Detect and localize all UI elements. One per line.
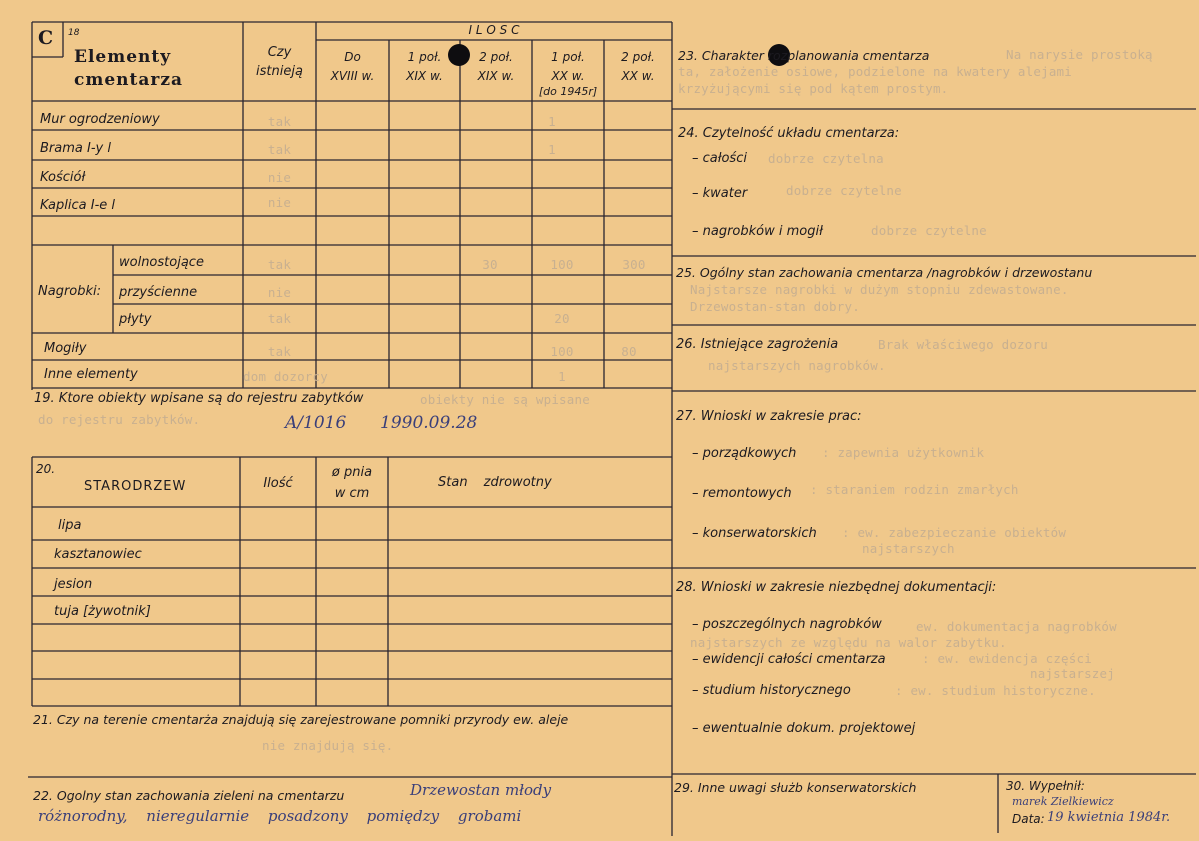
period-4-l3: [do 1945r] [538,85,598,98]
s20-header-starodrzew: STARODRZEW [84,479,187,494]
s23-typed-2: ta, założenie osiowe, podzielone na kwatery alejami [678,64,1073,79]
s22-label: 22. Ogolny stan zachowania zieleni na cmentarzu [33,788,345,803]
period-2-l1: 1 poł. [407,50,442,64]
s28-typed-1b: najstarszych ze względu na walor zabytku. [690,635,1007,650]
s28-label: 28. Wnioski w zakresie niezbędnej dokumentacji: [676,580,997,595]
s19-typed-1: obiekty nie są wpisane [420,392,590,407]
row-wolno-p4: 100 [550,257,574,272]
tree-row-1: lipa [58,518,82,533]
s30-label: 30. Wypełnił: [1006,779,1085,793]
tree-row-3: jesion [54,577,93,592]
s22-hand-1: Drzewostan młody [410,781,552,799]
row-label-plyty: płyty [119,312,152,327]
row-brama-p4: 1 [548,142,556,157]
s26-label: 26. Istniejące zagrożenia [676,337,839,352]
s19-registry-date: 1990.09.28 [380,413,478,433]
row-label-inne: Inne elementy [44,367,138,382]
tree-row-4: tuja [żywotnik] [54,604,151,619]
s24-row-3: – nagrobków i mogił [692,224,823,239]
s24-typed-3: dobrze czytelne [871,223,987,238]
header-czy: Czy [267,45,292,60]
s21-typed: nie znajdują się. [262,738,394,753]
s27-typed-3b: najstarszych [862,541,955,556]
row-wolno-czy: tak [267,257,292,272]
period-4-l1: 1 poł. [551,50,585,64]
row-kosciol-czy: nie [267,170,292,185]
row-label-przyscienne: przyścienne [119,285,198,300]
row-mogily-czy: tak [267,344,292,359]
row-label-brama: Brama I-y l [40,141,111,156]
s27-typed-2: : staraniem rodzin zmarłych [810,482,1019,497]
s20-header-ilosc: Ilość [263,476,293,491]
row-label-kaplica: Kaplica I-e l [40,198,116,213]
s23-label: 23. Charakter rozplanowania cmentarza [678,48,930,63]
s24-typed-1: dobrze czytelna [768,151,884,166]
s20-header-pnia-2: w cm [334,486,370,501]
card-number: 18 [68,28,80,38]
row-label-kosciol: Kościół [40,170,86,185]
s28-row-4: – ewentualnie dokum. projektowej [692,721,916,736]
row-przysc-czy: nie [267,285,292,300]
row-label-wolnostojace: wolnostojące [119,255,204,270]
row-wolno-p3: 30 [482,257,498,272]
period-1-l1: Do [344,50,361,64]
row-inne-czy: dom dozorcy [243,369,328,384]
period-5-l1: 2 poł. [621,50,655,64]
s23-typed-1: Na narysie prostoką [1006,47,1153,62]
s28-row-1: – poszczególnych nagrobków [692,617,882,632]
s27-typed-1: : zapewnia użytkownik [822,445,985,460]
s28-typed-2b: najstarszej [1030,666,1115,681]
period-3-l2: XIX w. [477,69,515,83]
s28-typed-1a: ew. dokumentacja nagrobków [916,619,1117,634]
row-inne-p4: 1 [558,369,566,384]
s27-row-3: – konserwatorskich [692,526,817,541]
row-label-mur: Mur ogrodzeniowy [40,112,160,127]
s25-typed-1: Najstarsze nagrobki w dużym stopniu zdewastowane. [690,282,1069,297]
s28-typed-2a: : ew. ewidencja części [922,651,1092,666]
s24-row-2: – kwater [692,186,748,201]
s30-date: 19 kwietnia 1984r. [1047,810,1171,825]
period-3-l1: 2 poł. [479,50,513,64]
s26-typed-2: najstarszych nagrobków. [708,358,886,373]
s26-typed-1: Brak właściwego dozoru [878,337,1048,352]
row-brama-czy: tak [267,142,292,157]
s21-label: 21. Czy na terenie cmentarża znajdują się zarejestrowane pomniki przyrody ew. aleje [33,712,569,727]
row-mogily-p4: 100 [550,344,574,359]
row-mogily-p5: 80 [621,344,637,359]
row-kaplica-czy: nie [267,195,292,210]
s20-number: 20. [36,462,56,476]
period-4-l2: XX w. [551,69,585,83]
card-title-line1: Elementy [74,47,172,67]
period-1-l2: XVIII w. [330,69,375,83]
row-mur-p4: 1 [548,114,556,129]
nagrobki-label: Nagrobki: [38,284,102,299]
header-istnieja: istnieją [256,64,303,79]
s28-row-3: – studium historycznego [692,683,851,698]
s19-registry-number: A/1016 [285,413,347,433]
s19-typed-2: do rejestru zabytków. [38,412,201,427]
period-5-l2: XX w. [621,69,655,83]
s24-row-1: – całości [692,151,747,166]
row-plyty-czy: tak [267,311,292,326]
s22-hand-2: różnorodny, nieregularnie posadzony pomiędzy grobami [38,807,522,825]
row-mur-czy: tak [267,114,292,129]
s25-typed-2: Drzewostan-stan dobry. [690,299,860,314]
s24-typed-2: dobrze czytelne [786,183,902,198]
row-label-mogily: Mogiły [44,341,87,356]
period-2-l2: XIX w. [406,69,443,83]
s20-header-pnia-1: ø pnia [331,465,373,480]
s20-header-stan: Stan zdrowotny [438,475,552,490]
card-title-line2: cmentarza [74,70,184,90]
s28-row-2: – ewidencji całości cmentarza [692,652,886,667]
s29-label: 29. Inne uwagi służb konserwatorskich [674,780,917,795]
s25-label: 25. Ogólny stan zachowania cmentarza /nagrobków i drzewostanu [676,265,1093,280]
row-wolno-p5: 300 [622,257,646,272]
s27-row-2: – remontowych [692,486,792,501]
s24-label: 24. Czytelność układu cmentarza: [678,126,900,141]
s27-label: 27. Wnioski w zakresie prac: [676,409,862,424]
header-ilosc: I L O S C [468,23,520,37]
s23-typed-3: krzyżującymi się pod kątem prostym. [678,81,949,96]
row-plyty-p4: 20 [554,311,570,326]
s27-row-1: – porządkowych [692,446,797,461]
s19-label: 19. Ktore obiekty wpisane są do rejestru zabytków [34,391,364,406]
s30-filled-by: marek Zielkiewicz [1012,795,1114,808]
s30-date-label: Data: [1012,812,1045,826]
s28-typed-3: : ew. studium historyczne. [895,683,1096,698]
s27-typed-3a: : ew. zabezpieczanie obiektów [842,525,1067,540]
tree-row-2: kasztanowiec [54,547,142,562]
card-letter: C [38,27,55,49]
